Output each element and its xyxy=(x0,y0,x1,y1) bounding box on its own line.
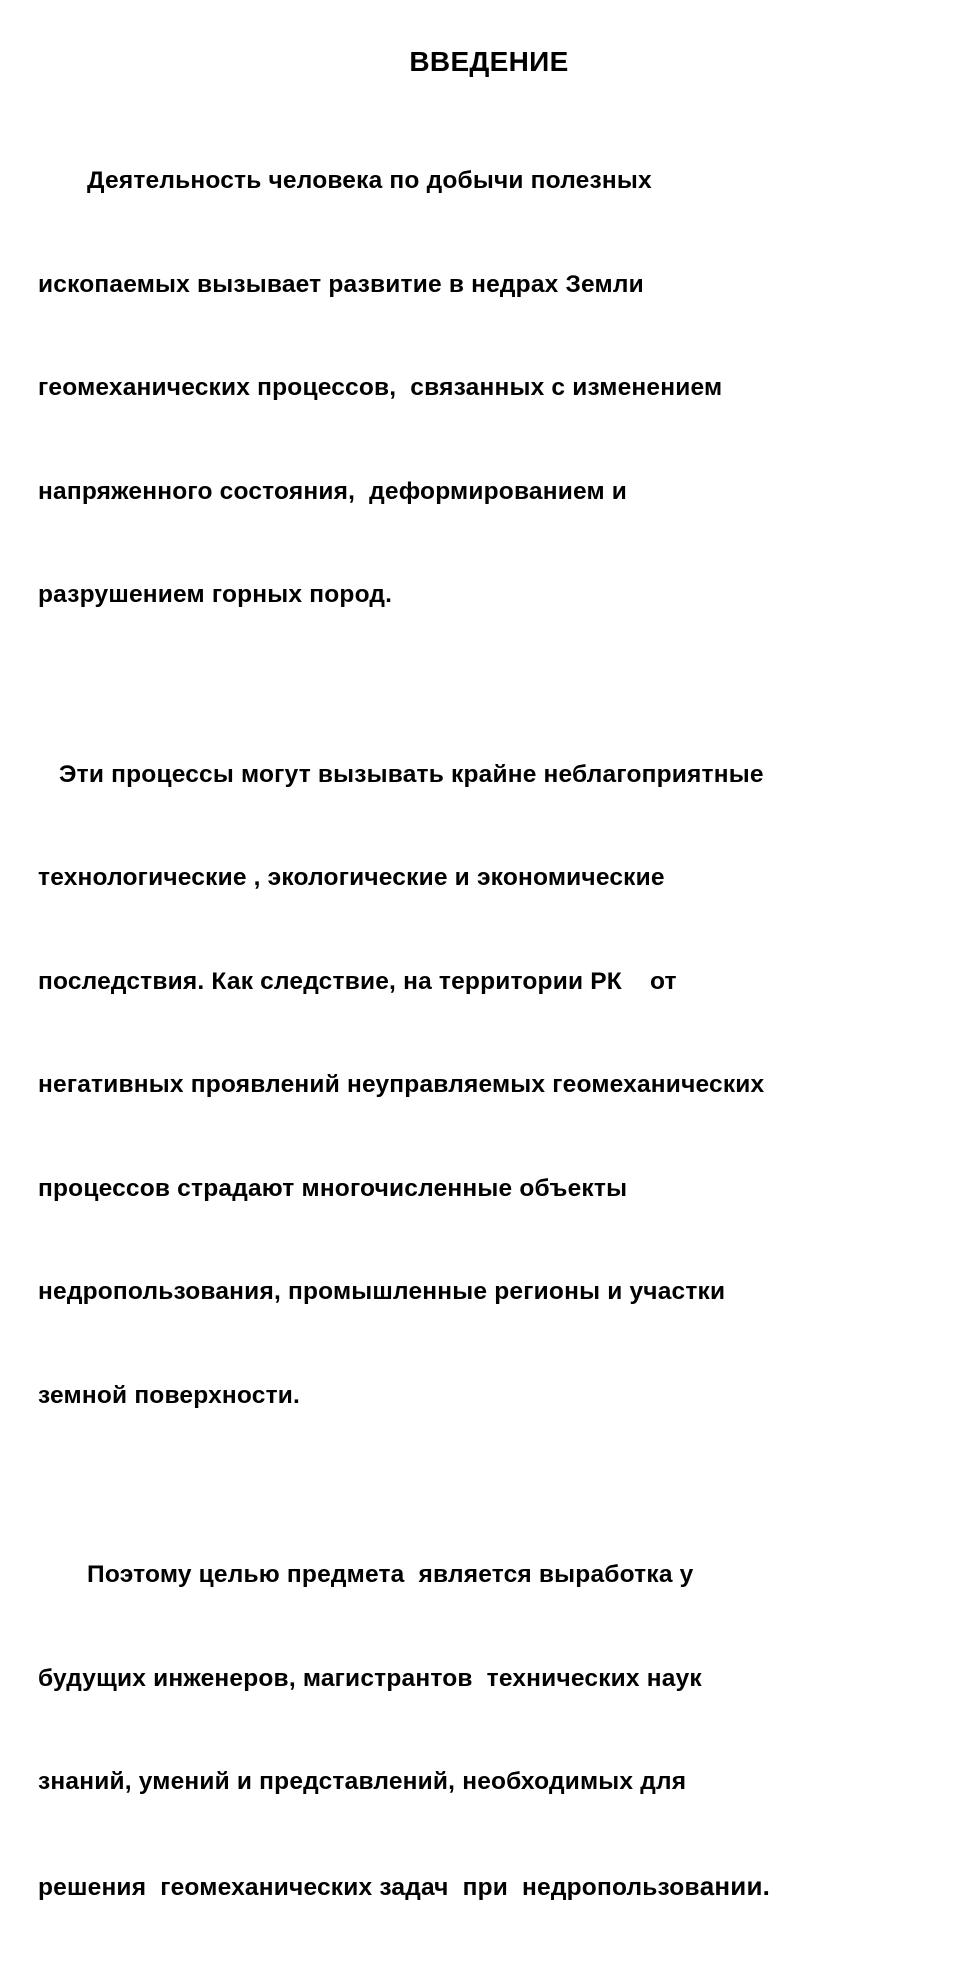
paragraph-line: последствия. Как следствие, на территории РК от xyxy=(38,967,677,995)
paragraph-consequences xyxy=(38,689,938,1483)
paragraph-line: разрушением горных пород. xyxy=(38,581,393,608)
slide-title: ВВЕДЕНИЕ xyxy=(409,46,569,77)
paragraph-line: напряженного состояния, деформированием и xyxy=(38,477,628,505)
paragraph-goal xyxy=(38,1489,938,1974)
paragraph-line: негативных проявлений неуправляемых геомеханических xyxy=(38,1071,765,1098)
paragraph-line: ископаемых вызывает развитие в недрах Земли xyxy=(38,270,644,298)
paragraph-line-tail: ании. xyxy=(699,1870,771,1901)
paragraph-line: геомеханических процессов, связанных с изменением xyxy=(38,374,723,401)
paragraph-line xyxy=(38,1869,938,1906)
paragraph-line: технологические , экологические и экономические xyxy=(38,864,665,891)
paragraph-line: будущих инженеров, магистрантов технических наук xyxy=(38,1664,702,1692)
paragraph-line: Эти процессы могут вызывать крайне неблагоприятные xyxy=(38,760,764,788)
paragraph-line-text: решения геомеханических задач при недропользов xyxy=(38,1873,700,1901)
paragraph-line: недропользования, промышленные регионы и участки xyxy=(38,1278,726,1305)
paragraph-line: Деятельность человека по добычи полезных xyxy=(38,167,652,194)
paragraph-line: знаний, умений и представлений, необходимых для xyxy=(38,1768,687,1795)
paragraph-line: земной поверхности. xyxy=(38,1381,301,1409)
paragraph-line: Поэтому целью предмета является выработка у xyxy=(38,1561,694,1588)
slide-body xyxy=(38,95,938,1974)
paragraph-line: процессов страдают многочисленные объекты xyxy=(38,1174,628,1202)
paragraph-intro xyxy=(38,95,938,682)
